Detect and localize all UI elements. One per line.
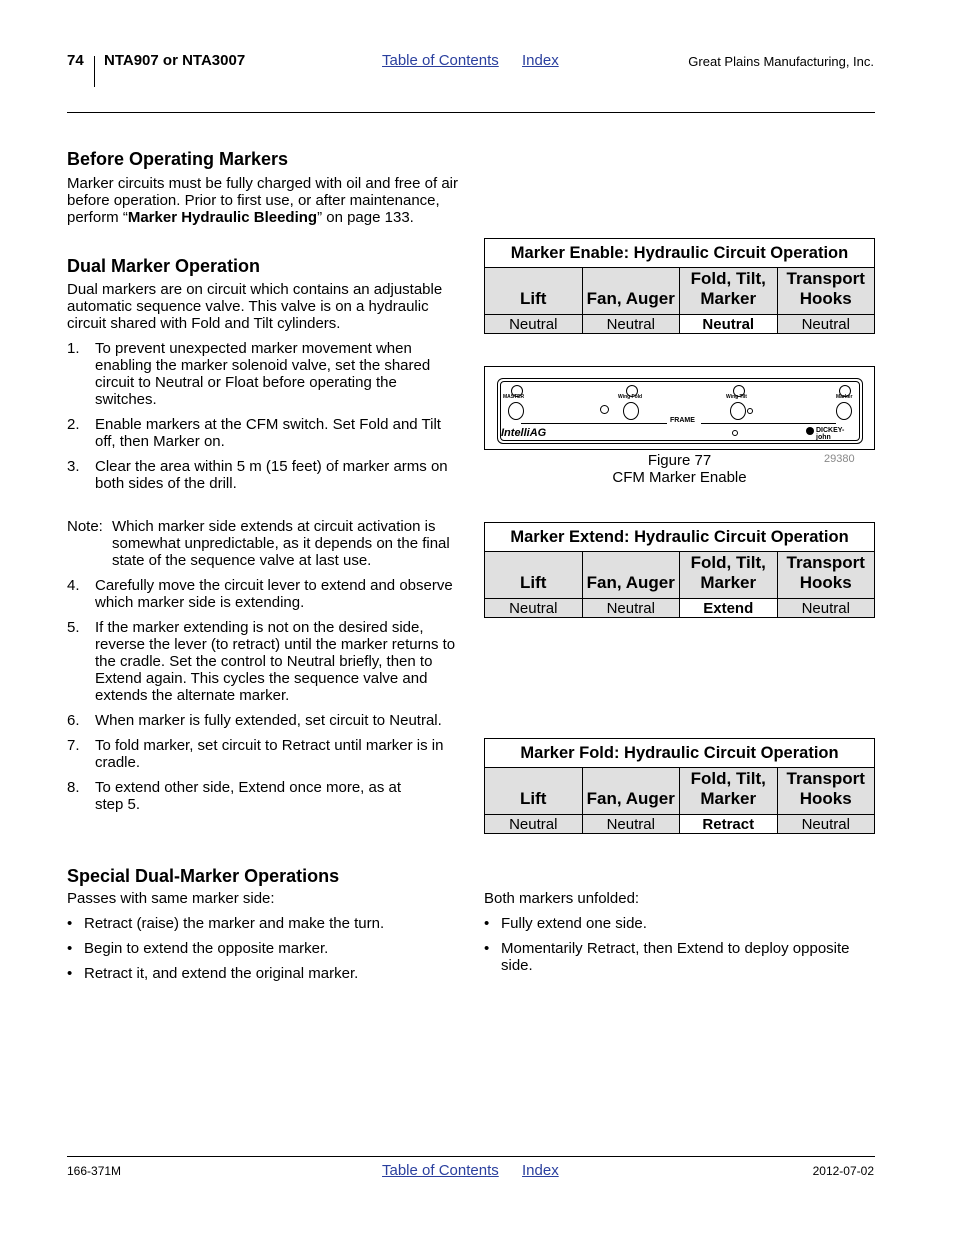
list-item [484, 940, 875, 974]
header-rule [67, 112, 875, 113]
list-item [67, 577, 459, 611]
note-label: Note: [67, 518, 103, 535]
marker-label: Marker [836, 394, 853, 400]
table-cell-active: Retract [680, 815, 778, 834]
wing-fold-label: Wing Fold [618, 394, 643, 400]
intelliag-logo: IntelliAG [501, 427, 547, 439]
column-header: Transport Hooks [777, 268, 875, 315]
manual-title: NTA907 or NTA3007 [104, 52, 246, 69]
step-text: When marker is fully extended, set circuit to Neutral. [95, 712, 442, 729]
table-cell: Neutral [485, 815, 583, 834]
frame-label: FRAME [670, 417, 695, 424]
step-text: If the marker extending is not on the desired side, reverse the lever (to retract) until the marker returns to the cradle. Set the control to Neutral briefly, then to Extend again. This cycles the sequence valve and extends the alternate marker. [95, 619, 456, 704]
table-title: Marker Fold: Hydraulic Circuit Operation [485, 739, 875, 768]
led-icon [600, 405, 609, 414]
list-item [67, 940, 459, 957]
figure-number: Figure 77 [647, 452, 712, 469]
step-number: 1. [67, 340, 80, 357]
table-cell: Neutral [777, 315, 875, 334]
column-header: Transport Hooks [777, 768, 875, 815]
step-number: 3. [67, 458, 80, 475]
step-number: 8. [67, 779, 80, 796]
step-number: 2. [67, 416, 80, 433]
footer-rule [67, 1156, 875, 1157]
wing-tilt-switch-icon[interactable] [730, 402, 746, 420]
table-cell: Neutral [582, 815, 680, 834]
table-cell: Neutral [777, 815, 875, 834]
table-cell: Neutral [485, 315, 583, 334]
bullet-text: Fully extend one side. [501, 915, 647, 932]
brand-logo-icon [806, 427, 814, 435]
list-item [67, 915, 459, 932]
step-text: To prevent unexpected marker movement when enabling the marker solenoid valve, set the shared circuit to Neutral or Float before operating the switches. [95, 340, 431, 408]
left-intro: Passes with same marker side: [67, 890, 275, 907]
bleeding-reference: Marker Hydraulic Bleeding [127, 209, 318, 226]
bullet-text: Retract (raise) the marker and make the turn. [84, 915, 385, 932]
bullet-text: Retract it, and extend the original marker. [84, 965, 359, 982]
page-number: 74 [67, 52, 84, 69]
doc-date: 2012-07-02 [812, 1164, 874, 1178]
bullet-text: Momentarily Retract, then Extend to deploy opposite side. [501, 940, 850, 974]
list-item [67, 458, 459, 492]
step-text: To fold marker, set circuit to Retract until marker is in cradle. [95, 737, 444, 771]
step-text: Enable markers at the CFM switch. Set Fold and Tilt off, then Marker on. [95, 416, 441, 450]
right-intro: Both markers unfolded: [484, 890, 640, 907]
step-text: To extend other side, Extend once more, as at step 5. [95, 779, 402, 813]
step-number: 5. [67, 619, 80, 636]
figure-id: 29380 [824, 453, 855, 465]
marker-extend-table [484, 522, 875, 618]
company-name: Great Plains Manufacturing, Inc. [688, 54, 874, 69]
list-item [67, 779, 427, 813]
body-text: ” on page 133. [317, 209, 414, 226]
dickey-john-logo: DICKEY-john [816, 427, 845, 441]
led-icon [747, 408, 753, 414]
marker-fold-table [484, 738, 875, 834]
list-item [484, 915, 875, 932]
marker-switch-icon[interactable] [836, 402, 852, 420]
list-item [67, 965, 459, 982]
master-label: MASTER [503, 394, 525, 400]
bullet-icon: • [67, 940, 73, 957]
table-title: Marker Extend: Hydraulic Circuit Operation [485, 523, 875, 552]
column-header: Lift [485, 552, 583, 599]
wing-tilt-label: Wing Tilt [726, 394, 747, 400]
heading-special-dual-marker: Special Dual-Marker Operations [67, 866, 340, 886]
table-cell: Neutral [582, 315, 680, 334]
dual-marker-intro: Dual markers are on circuit which contains an adjustable automatic sequence valve. This valve is on a hydraulic circuit shared with Fold and Tilt cylinders. [67, 281, 443, 332]
doc-number: 166-371M [67, 1164, 122, 1178]
step-number: 7. [67, 737, 80, 754]
frame-line [521, 423, 667, 424]
bullet-icon: • [484, 915, 490, 932]
header-index-link[interactable]: Index [522, 52, 559, 69]
bullet-icon: • [67, 965, 73, 982]
master-switch-icon[interactable] [508, 402, 524, 420]
heading-before-operating: Before Operating Markers [67, 149, 289, 169]
list-item [67, 737, 459, 771]
table-cell: Neutral [777, 599, 875, 618]
footer-toc-link[interactable]: Table of Contents [382, 1162, 499, 1179]
table-cell: Neutral [485, 599, 583, 618]
footer-index-link[interactable]: Index [522, 1162, 559, 1179]
table-cell: Neutral [582, 599, 680, 618]
column-header: Fold, Tilt, Marker [680, 768, 778, 815]
column-header: Fan, Auger [582, 768, 680, 815]
column-header: Fold, Tilt, Marker [680, 268, 778, 315]
column-header: Lift [485, 768, 583, 815]
bullet-icon: • [484, 940, 490, 957]
bullet-text: Begin to extend the opposite marker. [84, 940, 329, 957]
note [67, 518, 459, 569]
column-header: Fan, Auger [582, 268, 680, 315]
step-number: 4. [67, 577, 80, 594]
led-icon [732, 430, 738, 436]
column-header: Lift [485, 268, 583, 315]
before-operating-body [67, 175, 459, 226]
list-item [67, 619, 459, 704]
frame-line [701, 423, 836, 424]
figure-caption: CFM Marker Enable [612, 469, 747, 486]
table-cell-active: Extend [680, 599, 778, 618]
marker-enable-table [484, 238, 875, 334]
step-text: Clear the area within 5 m (15 feet) of marker arms on both sides of the drill. [95, 458, 448, 492]
step-number: 6. [67, 712, 80, 729]
step-text: Carefully move the circuit lever to extend and observe which marker side is extending. [95, 577, 453, 611]
column-header: Transport Hooks [777, 552, 875, 599]
table-title: Marker Enable: Hydraulic Circuit Operation [485, 239, 875, 268]
bullet-icon: • [67, 915, 73, 932]
column-header: Fold, Tilt, Marker [680, 552, 778, 599]
table-cell-active: Neutral [680, 315, 778, 334]
body-text: Marker circuits must be fully charged with oil and free of air before operation. Prior to first use, or after maintenance, perform “ [67, 175, 458, 226]
list-item [67, 416, 459, 450]
wing-fold-switch-icon[interactable] [623, 402, 639, 420]
heading-dual-marker: Dual Marker Operation [67, 256, 261, 276]
header-toc-link[interactable]: Table of Contents [382, 52, 499, 69]
column-header: Fan, Auger [582, 552, 680, 599]
list-item [67, 712, 459, 729]
header-divider [94, 56, 95, 87]
note-text: Which marker side extends at circuit activation is somewhat unpredictable, as it depends on the final state of the sequence valve at last use. [112, 518, 450, 569]
list-item [67, 340, 459, 408]
cfm-panel-inner [500, 381, 860, 441]
